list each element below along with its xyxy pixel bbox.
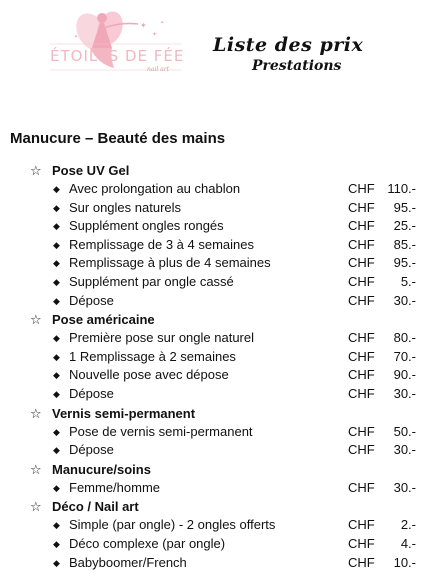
currency: CHF <box>348 348 375 364</box>
price-row <box>0 423 430 442</box>
price-row <box>0 199 430 218</box>
group-title <box>0 161 430 180</box>
price: 10.- <box>393 554 416 570</box>
price: 30.- <box>393 385 416 401</box>
currency: CHF <box>348 535 375 551</box>
price-row <box>0 236 430 255</box>
currency: CHF <box>348 199 375 215</box>
service-label: Babyboomer/French <box>69 554 187 570</box>
currency: CHF <box>348 181 375 196</box>
diamond-bullet-icon: ◆ <box>53 295 60 306</box>
price: 50.- <box>393 423 416 439</box>
price-row <box>0 217 430 236</box>
price: 80.- <box>393 330 416 346</box>
price: 70.- <box>393 348 416 364</box>
service-label: Supplément par ongle cassé <box>69 273 234 289</box>
diamond-bullet-icon: ◆ <box>53 370 60 381</box>
diamond-bullet-icon: ◆ <box>53 351 60 362</box>
diamond-bullet-icon: ◆ <box>53 258 60 269</box>
star-outline-icon: ☆ <box>30 405 42 421</box>
diamond-bullet-icon: ◆ <box>53 520 60 531</box>
price-row <box>0 516 430 535</box>
price: 30.- <box>393 442 416 458</box>
currency: CHF <box>348 367 375 383</box>
service-label: Déco complexe (par ongle) <box>69 535 226 551</box>
price-row <box>0 329 430 348</box>
diamond-bullet-icon: ◆ <box>53 239 60 250</box>
price: 90.- <box>393 367 416 383</box>
diamond-bullet-icon: ◆ <box>53 426 60 437</box>
diamond-bullet-icon: ◆ <box>53 557 60 568</box>
diamond-bullet-icon: ◆ <box>53 482 60 493</box>
diamond-bullet-icon: ◆ <box>53 333 60 344</box>
service-label: Avec prolongation au chablon <box>69 181 241 196</box>
page-title: Liste des prix <box>213 34 364 56</box>
diamond-bullet-icon: ◆ <box>53 184 60 194</box>
service-label: Première pose sur ongle naturel <box>69 330 254 346</box>
group-title <box>0 460 430 479</box>
price: 4.- <box>400 535 416 551</box>
price-row <box>0 348 430 367</box>
price: 95.- <box>393 199 416 215</box>
diamond-bullet-icon: ◆ <box>53 276 60 287</box>
service-label: Nouvelle pose avec dépose <box>69 367 229 383</box>
currency: CHF <box>348 236 375 252</box>
price-row <box>0 441 430 460</box>
price-row <box>0 273 430 292</box>
diamond-bullet-icon: ◆ <box>53 538 60 549</box>
currency: CHF <box>348 255 375 271</box>
price-row <box>0 180 430 199</box>
section-heading: Manucure – Beauté des mains <box>10 130 226 147</box>
group-title-label: Pose UV Gel <box>52 163 130 178</box>
service-label: Dépose <box>69 442 114 458</box>
currency: CHF <box>348 330 375 346</box>
diamond-bullet-icon: ◆ <box>53 388 60 399</box>
star-outline-icon: ☆ <box>30 163 42 178</box>
price-row <box>0 385 430 404</box>
price-row <box>0 254 430 273</box>
service-label: Simple (par ongle) - 2 ongles offerts <box>69 517 276 533</box>
service-label: Supplément ongles rongés <box>69 218 224 234</box>
page-subtitle: Prestations <box>252 58 342 74</box>
svg-text:✦: ✦ <box>74 34 79 40</box>
service-label: Dépose <box>69 385 114 401</box>
svg-text:✦: ✦ <box>140 21 147 30</box>
price: 85.- <box>393 236 416 252</box>
currency: CHF <box>348 385 375 401</box>
svg-text:✦: ✦ <box>160 20 165 26</box>
service-label: Pose de vernis semi-permanent <box>69 423 253 439</box>
price-row <box>0 479 430 498</box>
service-label: 1 Remplissage à 2 semaines <box>69 348 236 364</box>
price-row <box>0 554 430 573</box>
service-label: Femme/homme <box>69 479 161 495</box>
group-title-label: Déco / Nail art <box>52 499 139 515</box>
price-list <box>0 161 430 572</box>
currency: CHF <box>348 442 375 458</box>
star-outline-icon: ☆ <box>30 312 42 328</box>
currency: CHF <box>348 218 375 234</box>
price: 95.- <box>393 255 416 271</box>
group-title <box>0 497 430 516</box>
service-label: Sur ongles naturels <box>69 199 182 215</box>
price-row <box>0 535 430 554</box>
price: 30.- <box>393 479 416 495</box>
service-label: Dépose <box>69 292 114 308</box>
logo-subtext: nail art <box>147 66 170 73</box>
currency: CHF <box>348 554 375 570</box>
price: 25.- <box>393 218 416 234</box>
diamond-bullet-icon: ◆ <box>53 221 60 232</box>
service-label: Remplissage de 3 à 4 semaines <box>69 236 254 252</box>
group-title <box>0 310 430 329</box>
diamond-bullet-icon: ◆ <box>53 445 60 456</box>
svg-text:✦: ✦ <box>152 32 158 38</box>
currency: CHF <box>348 292 375 308</box>
service-label: Remplissage à plus de 4 semaines <box>69 255 271 271</box>
currency: CHF <box>348 273 375 289</box>
currency: CHF <box>348 479 375 495</box>
diamond-bullet-icon: ◆ <box>53 202 60 213</box>
price-row <box>0 366 430 385</box>
group-title-label: Pose américaine <box>52 312 155 328</box>
currency: CHF <box>348 517 375 533</box>
group-title <box>0 404 430 423</box>
star-outline-icon: ☆ <box>30 461 42 477</box>
price: 5.- <box>400 273 416 289</box>
price: 30.- <box>393 292 416 308</box>
group-title-label: Vernis semi-permanent <box>52 405 196 421</box>
price-row <box>0 292 430 311</box>
currency: CHF <box>348 423 375 439</box>
price: 2.- <box>400 517 416 533</box>
star-outline-icon: ☆ <box>30 499 42 515</box>
price: 110.- <box>387 181 416 196</box>
group-title-label: Manucure/soins <box>52 461 151 477</box>
logo-text: ÉTOILES DE FÉE <box>50 47 185 65</box>
